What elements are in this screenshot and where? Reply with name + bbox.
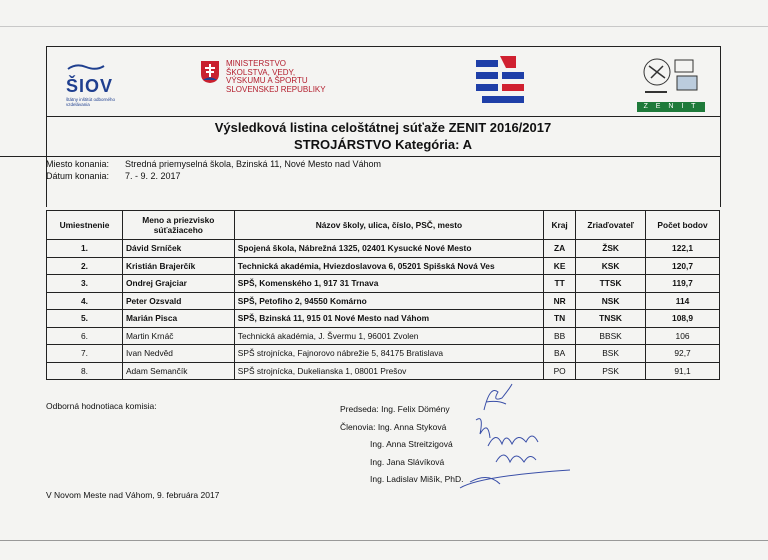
- table-row: [47, 240, 720, 258]
- cell-founder: KSK: [576, 257, 646, 275]
- event-info: [46, 158, 381, 182]
- table-row: [47, 362, 720, 380]
- cell-school: Technická akadémia, J. Švermu 1, 96001 Zvolen: [234, 327, 543, 345]
- coat-of-arms-icon: [200, 60, 220, 84]
- table-row: [47, 310, 720, 328]
- header-points: Počet bodov: [646, 211, 720, 240]
- cell-founder: TTSK: [576, 275, 646, 293]
- cell-place: 8.: [47, 362, 123, 380]
- place-label: Miesto konania:: [46, 159, 110, 169]
- member-3: Ing. Jana Slávíková: [370, 456, 445, 467]
- ministry-line-2: ŠKOLSTVA, VEDY,: [226, 67, 296, 77]
- siov-name: ŠIOV: [66, 76, 114, 96]
- cell-founder: PSK: [576, 362, 646, 380]
- cell-place: 5.: [47, 310, 123, 328]
- cell-points: 120,7: [646, 257, 720, 275]
- ministry-line-4: SLOVENSKEJ REPUBLIKY: [226, 84, 326, 94]
- competition-emblem-icon: [472, 54, 530, 110]
- cell-points: 114: [646, 292, 720, 310]
- table-row: [47, 275, 720, 293]
- cell-place: 6.: [47, 327, 123, 345]
- results-table: [46, 210, 720, 380]
- table-row: [47, 327, 720, 345]
- table-row: [47, 257, 720, 275]
- cell-founder: ŽSK: [576, 240, 646, 258]
- logo-bar: [46, 46, 720, 117]
- siov-subtitle: štátny inštitút odborného vzdelávania: [66, 97, 116, 107]
- date-value: 7. - 9. 2. 2017: [125, 171, 181, 181]
- siov-wave-icon: [66, 63, 106, 71]
- cell-place: 4.: [47, 292, 123, 310]
- handwritten-signatures: [440, 380, 580, 495]
- cell-school: SPŠ strojnícka, Dukelianska 1, 08001 Prešov: [234, 362, 543, 380]
- cell-founder: BSK: [576, 345, 646, 363]
- cell-place: 2.: [47, 257, 123, 275]
- cell-name: Dávid Srníček: [122, 240, 234, 258]
- table-header-row: [47, 211, 720, 240]
- siov-logo: [66, 58, 126, 107]
- cell-school: SPŠ, Komenského 1, 917 31 Trnava: [234, 275, 543, 293]
- cell-place: 3.: [47, 275, 123, 293]
- cell-region: NR: [544, 292, 576, 310]
- place-value: Stredná priemyselná škola, Bzinská 11, Nové Mesto nad Váhom: [125, 159, 381, 169]
- cell-name: Adam Semančík: [122, 362, 234, 380]
- header-region: Kraj: [544, 211, 576, 240]
- cell-name: Kristián Brajerčík: [122, 257, 234, 275]
- cell-points: 106: [646, 327, 720, 345]
- cell-name: Ondrej Grajciar: [122, 275, 234, 293]
- competition-logo: [472, 54, 530, 115]
- cell-region: KE: [544, 257, 576, 275]
- member-1: Ing. Anna Styková: [377, 421, 447, 432]
- cell-region: BB: [544, 327, 576, 345]
- cell-school: Technická akadémia, Hviezdoslavova 6, 05201 Spišská Nová Ves: [234, 257, 543, 275]
- scan-edge-bottom: [0, 540, 768, 541]
- header-founder: Zriaďovateľ: [576, 211, 646, 240]
- cell-place: 1.: [47, 240, 123, 258]
- cell-founder: TNSK: [576, 310, 646, 328]
- cell-school: Spojená škola, Nábrežná 1325, 02401 Kysucké Nové Mesto: [234, 240, 543, 258]
- cell-school: SPŠ, Petofiho 2, 94550 Komárno: [234, 292, 543, 310]
- footer-date: V Novom Meste nad Váhom, 9. februára 2017: [46, 490, 220, 500]
- title-block: [46, 116, 720, 157]
- zenit-logo: [637, 52, 705, 112]
- date-label: Dátum konania:: [46, 171, 110, 181]
- ministry-line-1: MINISTERSTVO: [226, 59, 287, 68]
- cell-name: Peter Ozsvald: [122, 292, 234, 310]
- cell-points: 108,9: [646, 310, 720, 328]
- cell-place: 7.: [47, 345, 123, 363]
- cell-points: 91,1: [646, 362, 720, 380]
- cell-name: Marián Pisca: [122, 310, 234, 328]
- zenit-tools-icon: [637, 52, 705, 102]
- header-place: Umiestnenie: [47, 211, 123, 240]
- ministry-line-3: VÝSKUMU A ŠPORTU: [226, 76, 308, 85]
- cell-founder: BBSK: [576, 327, 646, 345]
- zenit-label: Z E N I T: [637, 102, 705, 112]
- cell-school: SPŠ, Bzinská 11, 915 01 Nové Mesto nad Váhom: [234, 310, 543, 328]
- cell-region: PO: [544, 362, 576, 380]
- members-label: Členovia:: [340, 421, 376, 432]
- chair-label: Predseda:: [340, 404, 379, 414]
- header-name: Meno a priezvisko súťažiaceho: [122, 211, 234, 240]
- ministry-logo: [200, 60, 326, 94]
- document-title: Výsledková listina celoštátnej súťaže ZENIT 2016/2017: [214, 120, 552, 135]
- member-2: Ing. Anna Streitzigová: [370, 439, 453, 449]
- cell-points: 122,1: [646, 240, 720, 258]
- table-row: [47, 292, 720, 310]
- member-4: Ing. Ladislav Mišík, PhD.: [370, 474, 464, 484]
- cell-region: TT: [544, 275, 576, 293]
- title-bottom-rule: [0, 156, 720, 157]
- header-school: Názov školy, ulica, číslo, PSČ, mesto: [234, 211, 543, 240]
- cell-school: SPŠ strojnícka, Fajnorovo nábrežie 5, 84175 Bratislava: [234, 345, 543, 363]
- chair-name: Ing. Felix Dömény: [381, 404, 450, 414]
- cell-region: TN: [544, 310, 576, 328]
- cell-name: Ivan Nedvěd: [122, 345, 234, 363]
- cell-points: 92,7: [646, 345, 720, 363]
- cell-founder: NSK: [576, 292, 646, 310]
- cell-region: BA: [544, 345, 576, 363]
- table-row: [47, 345, 720, 363]
- cell-name: Martin Krnáč: [122, 327, 234, 345]
- document-subtitle: STROJÁRSTVO Kategória: A: [294, 137, 472, 152]
- cell-points: 119,7: [646, 275, 720, 293]
- scan-edge-top: [0, 26, 768, 27]
- cell-region: ZA: [544, 240, 576, 258]
- commission-label: Odborná hodnotiaca komisia:: [46, 401, 157, 411]
